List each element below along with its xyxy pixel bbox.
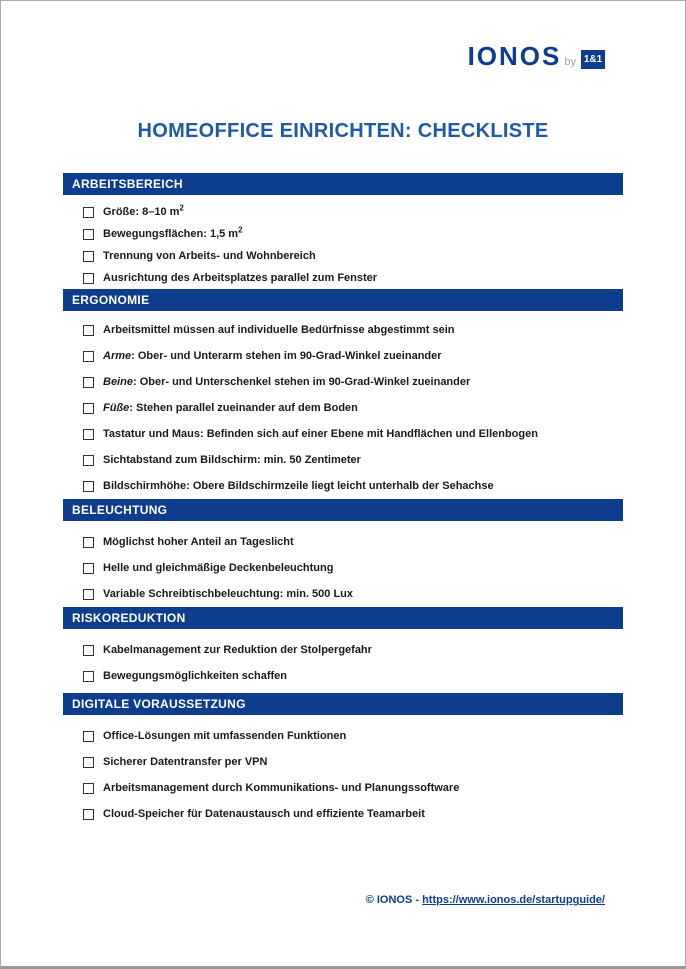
checklist-item: [83, 343, 623, 369]
item-text: [103, 325, 454, 336]
item-label: Größe: 8–10 m: [103, 205, 180, 218]
ionos-wordmark: IONOS: [467, 41, 562, 71]
checkbox[interactable]: [83, 207, 94, 218]
item-text: [103, 377, 470, 388]
section-header-riskoreduktion: RISKOREDUKTION: [63, 607, 623, 629]
checkbox[interactable]: [83, 563, 94, 574]
checkbox[interactable]: [83, 757, 94, 768]
checkbox[interactable]: [83, 481, 94, 492]
checkbox[interactable]: [83, 251, 94, 262]
checkbox[interactable]: [83, 325, 94, 336]
item-label: Sichtabstand zum Bildschirm: min. 50 Zentimeter: [103, 453, 361, 466]
checklist-item: [83, 775, 623, 801]
checkbox[interactable]: [83, 351, 94, 362]
checklist-item: [83, 555, 623, 581]
item-text: [103, 671, 287, 682]
page-title: HOMEOFFICE EINRICHTEN: CHECKLISTE: [137, 120, 549, 142]
item-label: Kabelmanagement zur Reduktion der Stolpergefahr: [103, 643, 372, 656]
checklist-item: [83, 801, 623, 827]
item-label: Bewegungsflächen: 1,5 m: [103, 227, 239, 240]
oneandone-badge-icon: 1&1: [581, 50, 605, 69]
item-lead-italic: Füße: [103, 401, 130, 414]
item-text: [103, 645, 372, 656]
checkbox[interactable]: [83, 455, 94, 466]
section-header-arbeitsbereich: ARBEITSBEREICH: [63, 173, 623, 195]
checklist-item: [83, 201, 623, 223]
checkbox[interactable]: [83, 429, 94, 440]
logo-by-text: by: [564, 56, 576, 68]
item-label: Cloud-Speicher für Datenaustausch und effiziente Teamarbeit: [103, 807, 425, 820]
item-label: Möglichst hoher Anteil an Tageslicht: [103, 535, 294, 548]
section-arbeitsbereich: [63, 173, 623, 289]
checklist-item: [83, 529, 623, 555]
checklist-item: [83, 421, 623, 447]
item-label: Sicherer Datentransfer per VPN: [103, 755, 268, 768]
checkbox[interactable]: [83, 809, 94, 820]
section-items: [63, 715, 623, 827]
item-label: Bewegungsmöglichkeiten schaffen: [103, 669, 287, 682]
section-beleuchtung: [63, 499, 623, 607]
checklist-item: [83, 267, 623, 289]
item-lead-italic: Arme: [103, 349, 132, 362]
item-label: Variable Schreibtischbeleuchtung: min. 500 Lux: [103, 587, 354, 600]
checkbox[interactable]: [83, 589, 94, 600]
item-superscript: 2: [179, 202, 184, 212]
section-items: [63, 311, 623, 499]
section-ergonomie: [63, 289, 623, 499]
checkbox[interactable]: [83, 783, 94, 794]
footer-copyright: © IONOS -: [365, 894, 423, 906]
item-label: Trennung von Arbeits- und Wohnbereich: [103, 249, 316, 262]
item-label: Tastatur und Maus: Befinden sich auf einer Ebene mit Handflächen und Ellenbogen: [103, 427, 538, 440]
checkbox[interactable]: [83, 377, 94, 388]
item-text: [103, 224, 243, 240]
item-text: [103, 251, 316, 262]
checklist-item: [83, 447, 623, 473]
item-label: Office-Lösungen mit umfassenden Funktionen: [103, 729, 347, 742]
item-label: Arbeitsmanagement durch Kommunikations- und Planungssoftware: [103, 781, 460, 794]
checkbox[interactable]: [83, 537, 94, 548]
checkbox[interactable]: [83, 273, 94, 284]
checklist-item: [83, 369, 623, 395]
checkbox[interactable]: [83, 731, 94, 742]
section-digitale-voraussetzung: [63, 693, 623, 827]
checklist-item: [83, 663, 623, 689]
item-label: Helle und gleichmäßige Deckenbeleuchtung: [103, 561, 334, 574]
checkbox[interactable]: [83, 671, 94, 682]
checklist-item: [83, 723, 623, 749]
item-text: [103, 455, 361, 466]
section-riskoreduktion: [63, 607, 623, 689]
item-text: [103, 757, 267, 768]
item-text: [103, 731, 346, 742]
checklist-item: [83, 395, 623, 421]
checkbox[interactable]: [83, 645, 94, 656]
item-text: [103, 563, 333, 574]
checklist-item: [83, 637, 623, 663]
section-header-digitale-voraussetzung: DIGITALE VORAUSSETZUNG: [63, 693, 623, 715]
item-label: : Ober- und Unterarm stehen im 90-Grad-Winkel zueinander: [131, 349, 442, 362]
checklist-item: [83, 317, 623, 343]
item-label: Arbeitsmittel müssen auf individuelle Bedürfnisse abgestimmt sein: [103, 323, 455, 336]
footer: [366, 894, 605, 906]
item-text: [103, 351, 442, 362]
section-header-ergonomie: ERGONOMIE: [63, 289, 623, 311]
item-label: : Stehen parallel zueinander auf dem Boden: [129, 401, 358, 414]
section-header-beleuchtung: BELEUCHTUNG: [63, 499, 623, 521]
item-text: [103, 809, 425, 820]
item-text: [103, 273, 377, 284]
startupguide-link[interactable]: https://www.ionos.de/startupguide/: [422, 894, 605, 906]
section-items: [63, 629, 623, 689]
checkbox[interactable]: [83, 229, 94, 240]
item-superscript: 2: [238, 224, 243, 234]
item-text: [103, 429, 538, 440]
section-items: [63, 195, 623, 289]
item-lead-italic: Beine: [103, 375, 133, 388]
item-label: Ausrichtung des Arbeitsplatzes parallel zum Fenster: [103, 271, 378, 284]
item-text: [103, 589, 353, 600]
item-label: Bildschirmhöhe: Obere Bildschirmzeile liegt leicht unterhalb der Sehachse: [103, 479, 494, 492]
checklist-item: [83, 581, 623, 607]
ionos-logo: [468, 43, 605, 69]
item-text: [103, 403, 358, 414]
item-label: : Ober- und Unterschenkel stehen im 90-Grad-Winkel zueinander: [132, 375, 471, 388]
item-text: [103, 537, 294, 548]
item-text: [103, 481, 494, 492]
checkbox[interactable]: [83, 403, 94, 414]
item-text: [103, 202, 184, 218]
checklist-item: [83, 223, 623, 245]
section-items: [63, 521, 623, 607]
item-text: [103, 783, 459, 794]
checklist-item: [83, 245, 623, 267]
checklist-item: [83, 749, 623, 775]
checklist-item: [83, 473, 623, 499]
checklist-content: [63, 173, 623, 827]
